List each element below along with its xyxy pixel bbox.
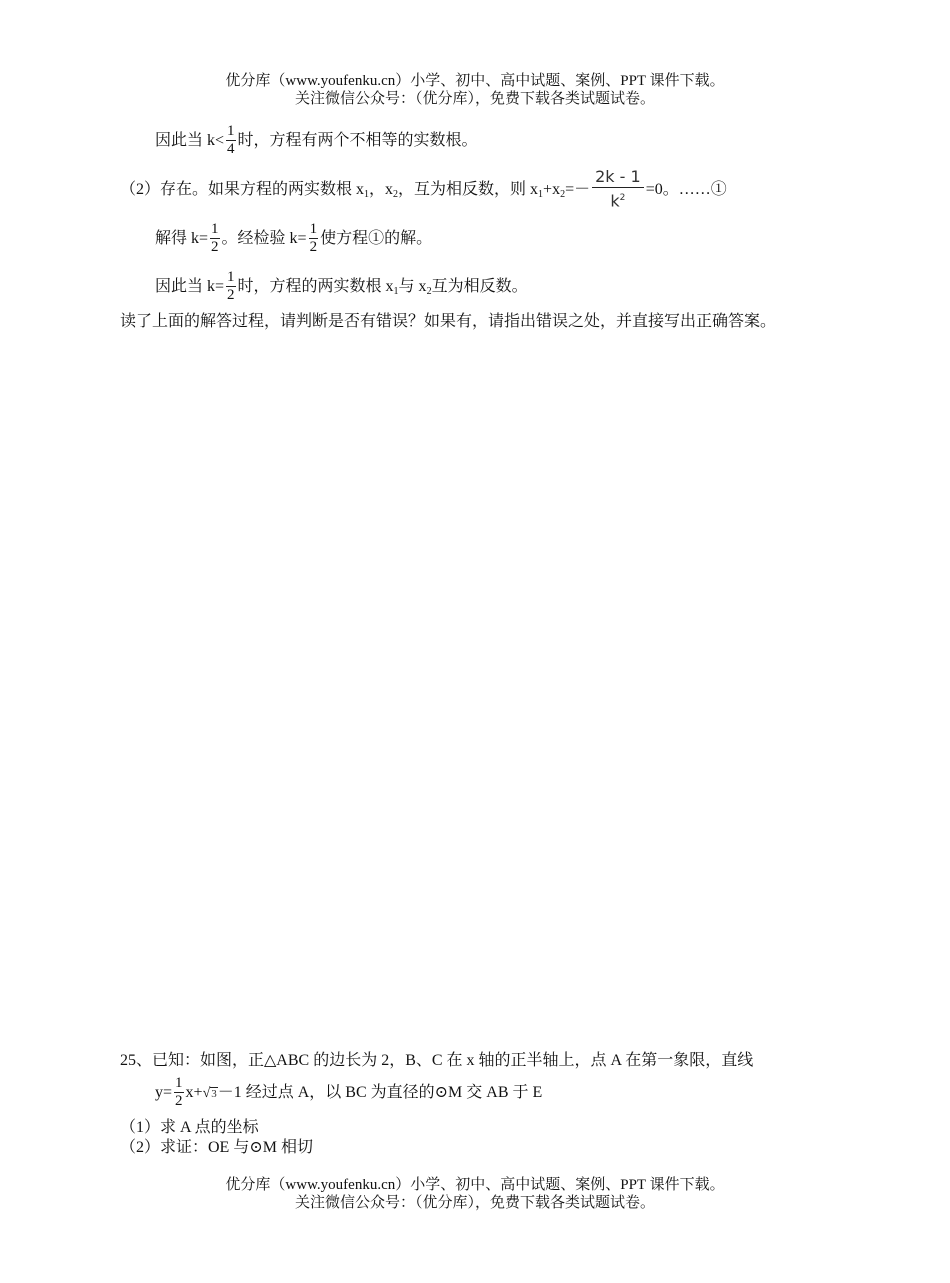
fraction-denominator: 2 xyxy=(211,239,219,255)
problem-25-part-2: （2）求证：OE 与⊙M 相切 xyxy=(120,1139,313,1156)
solution-line-2-mid2: ，互为相反数，则 x xyxy=(398,180,539,198)
radical-sign-icon: √ xyxy=(202,1086,211,1102)
footer-line-1: 优分库（www.youfenku.cn）小学、初中、高中试题、案例、PPT 课件下载。 xyxy=(225,1177,725,1193)
fraction-one-half xyxy=(210,221,220,256)
subscript-2: 2 xyxy=(393,188,399,200)
solution-line-2 xyxy=(120,168,727,212)
fraction-denominator xyxy=(592,188,644,211)
solution-line-3-pre: 解得 k= xyxy=(155,230,209,248)
fraction-denominator: 2 xyxy=(309,239,318,255)
fraction-numerator: 2k - 1 xyxy=(595,167,641,186)
problem-25-line-2 xyxy=(155,1076,542,1111)
solution-line-4 xyxy=(155,270,528,305)
solution-line-4-mid1: 时，方程的两实数根 x xyxy=(237,278,394,296)
solution-line-2-mid4: =－ xyxy=(565,180,591,198)
subscript-2: 2 xyxy=(426,286,432,298)
solution-line-3 xyxy=(155,222,432,257)
question-text: 读了上面的解答过程，请判断是否有错误？如果有，请指出错误之处，并直接写出正确答案。 xyxy=(120,313,777,330)
denominator-base: k xyxy=(610,191,620,211)
fraction-one-quarter xyxy=(226,123,236,158)
subscript-1: 1 xyxy=(393,286,399,298)
fraction-numerator: 1 xyxy=(309,221,318,237)
fraction-one-half xyxy=(174,1075,184,1110)
solution-line-4-mid2: 与 x xyxy=(398,278,427,296)
problem-25-line-2-post: －1 经过点 A，以 BC 为直径的⊙M 交 AB 于 E xyxy=(217,1084,543,1102)
problem-25-part-1: （1）求 A 点的坐标 xyxy=(120,1119,259,1136)
denominator-exponent: 2 xyxy=(619,193,626,203)
solution-line-1-pre: 因此当 k< xyxy=(155,132,225,150)
fraction-denominator: 4 xyxy=(227,141,235,157)
problem-25-line-2-pre: y= xyxy=(155,1084,173,1102)
fraction-numerator: 1 xyxy=(175,1075,183,1091)
fraction-denominator: 2 xyxy=(227,287,235,303)
fraction-one-half xyxy=(226,269,236,304)
footer-line-2: 关注微信公众号：（优分库），免费下载各类试题试卷。 xyxy=(294,1195,655,1211)
solution-line-4-pre: 因此当 k= xyxy=(155,278,225,296)
problem-25-line-2-mid: x+ xyxy=(185,1084,203,1102)
fraction-2k-minus-1-over-k-squared xyxy=(592,167,644,211)
solution-line-2-mid1: ，x xyxy=(369,180,394,198)
solution-line-1 xyxy=(155,124,478,159)
solution-line-4-post: 互为相反数。 xyxy=(431,278,528,296)
fraction-denominator: 2 xyxy=(175,1093,183,1109)
solution-line-2-pre: （2）存在。如果方程的两实数根 x xyxy=(120,180,365,198)
solution-line-3-post: 使方程①的解。 xyxy=(320,230,433,248)
solution-line-1-post: 时，方程有两个不相等的实数根。 xyxy=(237,132,478,150)
fraction-numerator: 1 xyxy=(227,123,235,139)
fraction-numerator: 1 xyxy=(211,221,219,237)
radicand: 3 xyxy=(211,1088,217,1101)
solution-line-2-post: =0。……① xyxy=(645,180,727,198)
subscript-4: 2 xyxy=(560,188,566,200)
subscript-1: 1 xyxy=(364,188,370,200)
square-root xyxy=(203,1084,218,1104)
header-line-1: 优分库（www.youfenku.cn）小学、初中、高中试题、案例、PPT 课件下载。 xyxy=(225,73,725,89)
fraction-one-half xyxy=(309,221,319,256)
solution-line-3-mid: 。经检验 k= xyxy=(221,230,307,248)
problem-25-line-1: 25、已知：如图，正△ABC 的边长为 2，B、C 在 x 轴的正半轴上，点 A 在第一象限，直线 xyxy=(120,1052,754,1069)
subscript-3: 1 xyxy=(538,188,544,200)
solution-line-2-mid3: +x xyxy=(543,180,561,198)
fraction-numerator: 1 xyxy=(227,269,235,285)
header-line-2: 关注微信公众号：（优分库），免费下载各类试题试卷。 xyxy=(294,91,655,107)
